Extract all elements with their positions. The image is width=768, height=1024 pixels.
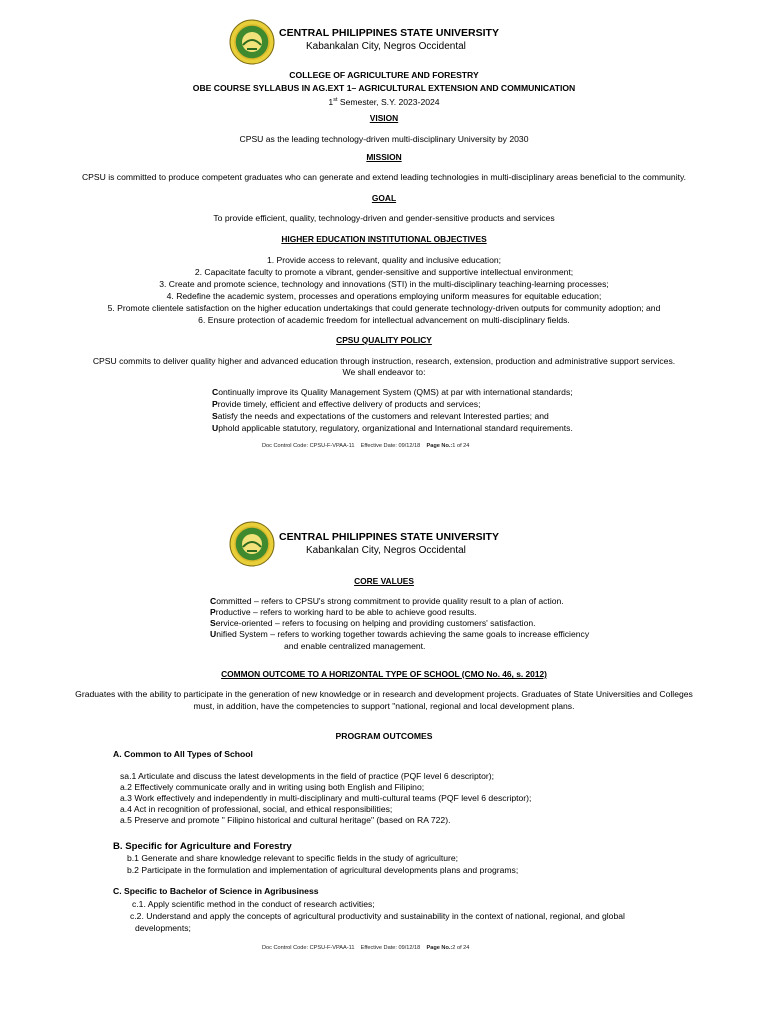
outcome-item: b.1 Generate and share knowledge relevant to specific fields in the study of agriculture; [127,853,459,863]
objective-item: 4. Redefine the academic system, processes and operations employing uniform measures for equitable education; [166,291,602,301]
section-a-heading: A. Common to All Types of School [113,749,253,759]
vision-heading: VISION [369,113,399,123]
outcome-item: a.2 Effectively communicate orally and in writing using both English and Filipino; [120,782,425,792]
objective-item: 5. Promote clientele satisfaction on the higher education undertakings that could generate technology-driven outputs for community adoption; and [107,303,661,313]
quality-item: Uphold applicable statutory, regulatory, organizational and International standard requirements. [212,423,573,433]
outcome-item: a.5 Preserve and promote " Filipino historical and cultural heritage" (based on RA 722). [120,815,451,825]
common-outcome-text: Graduates with the ability to participate in the generation of new knowledge or in research and development projects. Graduates of State Universities and Colleges [75,689,693,699]
university-name: CENTRAL PHILIPPINES STATE UNIVERSITY [279,531,499,543]
mission-text: CPSU is committed to produce competent graduates who can generate and extend leading technologies in multi-disciplinary areas beneficial to the community. [81,172,687,182]
core-value-item: Productive – refers to working hard to be able to achieve good results. [210,607,477,617]
section-c-heading: C. Specific to Bachelor of Science in Agribusiness [113,886,319,896]
outcome-item: sa.1 Articulate and discuss the latest developments in the field of practice (PQF level 6 descriptor); [120,771,495,781]
program-outcomes-heading: PROGRAM OUTCOMES [335,731,433,741]
outcome-item: a.3 Work effectively and independently in multi-disciplinary and multi-cultural teams (PQF level 6 descriptor); [120,793,532,803]
page-footer: Doc Control Code: CPSU-F-VPAA-11 Effective Date: 09/12/18 Page No.:2 of 24 [262,945,470,951]
page-footer: Doc Control Code: CPSU-F-VPAA-11 Effective Date: 09/12/18 Page No.:1 of 24 [262,443,470,449]
outcome-item: developments; [135,923,191,933]
core-value-item: Committed – refers to CPSU's strong commitment to provide quality result to a plan of action. [210,596,564,606]
objectives-heading: HIGHER EDUCATION INSTITUTIONAL OBJECTIVES [281,234,487,244]
outcome-item: b.2 Participate in the formulation and implementation of agricultural developments plans and programs; [127,865,519,875]
core-value-continuation: and enable centralized management. [284,641,426,651]
common-outcome-text-2: must, in addition, have the competencies to support "national, regional and local development plans. [193,701,575,711]
objective-item: 6. Ensure protection of academic freedom for intellectual advancement on multi-disciplinary fields. [198,315,570,325]
university-seal-logo [229,521,275,567]
objective-item: 1. Provide access to relevant, quality and inclusive education; [266,255,502,265]
objective-item: 2. Capacitate faculty to promote a vibrant, gender-sensitive and supportive intellectual environment; [194,267,574,277]
mission-heading: MISSION [366,152,402,162]
quality-item: Continually improve its Quality Management System (QMS) at par with international standards; [212,387,573,397]
core-value-item: Unified System – refers to working together towards achieving the same goals to increase efficiency [210,629,590,639]
page-2 [0,500,768,1024]
objective-item: 3. Create and promote science, technology and innovations (STI) in the multi-disciplinary teaching-learning processes; [159,279,609,289]
quality-policy-text-2: We shall endeavor to: [342,367,426,377]
goal-text: To provide efficient, quality, technology-driven and gender-sensitive products and services [213,213,555,223]
page-1 [0,0,768,500]
university-location: Kabankalan City, Negros Occidental [306,545,466,556]
outcome-item: a.4 Act in recognition of professional, social, and ethical responsibilities; [120,804,393,814]
quality-item: Satisfy the needs and expectations of the customers and relevant Interested parties; and [212,411,549,421]
course-title: OBE COURSE SYLLABUS IN AG.EXT 1– AGRICULTURAL EXTENSION AND COMMUNICATION [192,83,576,93]
outcome-item: c.2. Understand and apply the concepts of agricultural productivity and sustainability in the context of national, regional, and global [130,911,625,921]
vision-text: CPSU as the leading technology-driven multi-disciplinary University by 2030 [239,134,529,144]
quality-policy-text: CPSU commits to deliver quality higher and advanced education through instruction, research, extension, production and administrative support services. [92,356,676,366]
section-b-heading: B. Specific for Agriculture and Forestry [113,841,292,852]
goal-heading: GOAL [371,193,397,203]
university-seal-logo [229,19,275,65]
core-value-item: Service-oriented – refers to focusing on helping and providing customers' satisfaction. [210,618,536,628]
outcome-item: c.1. Apply scientific method in the conduct of research activities; [132,899,375,909]
college-name: COLLEGE OF AGRICULTURE AND FORESTRY [289,70,479,80]
quality-policy-heading: CPSU QUALITY POLICY [336,335,432,345]
university-name: CENTRAL PHILIPPINES STATE UNIVERSITY [279,27,499,39]
quality-item: Provide timely, efficient and effective delivery of products and services; [212,399,481,409]
university-location: Kabankalan City, Negros Occidental [306,41,466,52]
core-values-heading: CORE VALUES [354,576,414,586]
semester-line: 1st Semester, S.Y. 2023-2024 [328,96,440,107]
common-outcome-heading: COMMON OUTCOME TO A HORIZONTAL TYPE OF SCHOOL (CMO No. 46, s. 2012) [221,669,547,679]
